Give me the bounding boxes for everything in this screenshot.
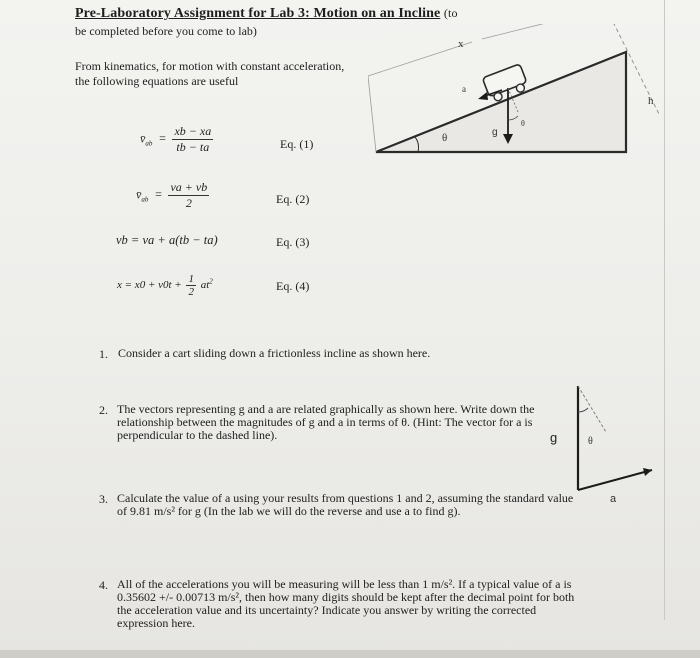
eq4-left: x = x0 + v0t + [117,279,182,292]
question-3-number: 3. [99,492,108,506]
eq2-numerator: va + vb [170,180,208,194]
eq3-label: Eq. (3) [276,235,310,249]
eq1-sub: ab [145,139,153,148]
vector-label-theta: θ [588,436,593,447]
eq4-fraction [186,273,196,298]
distance-line-right [482,24,598,39]
page-edge-line [664,0,665,620]
a-vector-head [643,468,652,476]
question-1-text: Consider a cart sliding down a frictionless incline as shown here. [118,346,431,360]
label-h: h [648,95,654,107]
equation-2: $v̄_{ab}$ = $\frac{va + vb}{2}$ [136,180,208,210]
equation-4 [117,273,213,298]
question-2-number: 2. [99,403,108,417]
incline-diagram [368,24,664,156]
label-g: g [492,127,498,138]
equation-3: vb = va + a(tb − ta) [116,233,218,247]
vector-diagram [540,380,660,504]
page-title [75,6,458,22]
eq1-numerator: xb − xa [174,124,212,138]
label-x: x [458,38,464,50]
equation-1: $v̄_{ab}$ = $\frac{xb - xa}{tb - ta}$ [140,124,212,154]
eq4-denominator: 2 [188,286,194,298]
diagram-frame-left [368,76,376,152]
eq1-fraction [172,124,213,155]
dashed-reference-line [578,386,606,432]
question-4-number: 4. [99,578,108,592]
eq4-right: at [200,279,210,292]
accel-arrow-head [478,92,488,100]
eq4-label: Eq. (4) [276,279,310,293]
title-subtitle: be completed before you come to lab) [75,24,257,38]
distance-line-left [368,42,472,76]
label-a: a [462,84,466,94]
vector-label-a: a [610,493,617,504]
theta-arc-vector [578,408,588,412]
eq2-fraction [168,180,209,211]
question-2-text: The vectors representing g and a are related graphically as shown here. Write down the relationship between the magnitudes of g and a in terms of θ. (Hint: The vector for a is perpendicular to the dashed line). [117,402,535,442]
eq1-denominator: tb − ta [176,140,210,154]
label-theta-small: θ [521,119,525,128]
title-note: (to [443,6,458,20]
vector-label-g: g [550,430,558,445]
a-vector-line [578,470,652,490]
eq2-denominator: 2 [185,196,192,210]
page-bottom-edge [0,650,700,658]
eq1-lhs: v̄ [140,131,146,146]
eq2-sub: ab [141,195,149,204]
question-1-number: 1. [99,347,108,361]
eq4-numerator: 1 [188,273,194,285]
eq1-label: Eq. (1) [280,137,314,151]
intro-paragraph: From kinematics, for motion with constant acceleration, the following equations are useful [75,59,345,88]
title-main: Pre-Laboratory Assignment for Lab 3: Motion on an Incline [75,6,441,21]
eq2-label: Eq. (2) [276,192,310,206]
question-4-text: All of the accelerations you will be measuring will be less than 1 m/s². If a typical value of a is 0.35602 +/- 0.00713 m/s², then how many digits should be kept after the decimal point for both the acceleration value and its uncertainty? Indicate you answer by writing the corrected expression here. [117,577,575,630]
eq2-lhs: v̄ [136,187,142,202]
eq4-exponent: 2 [209,277,213,286]
incline-triangle [376,52,626,152]
label-theta: θ [442,132,448,144]
question-3-text: Calculate the value of a using your results from questions 1 and 2, assuming the standard value of 9.81 m/s² for g (In the lab we will do the reverse and use a to find g). [117,491,574,518]
